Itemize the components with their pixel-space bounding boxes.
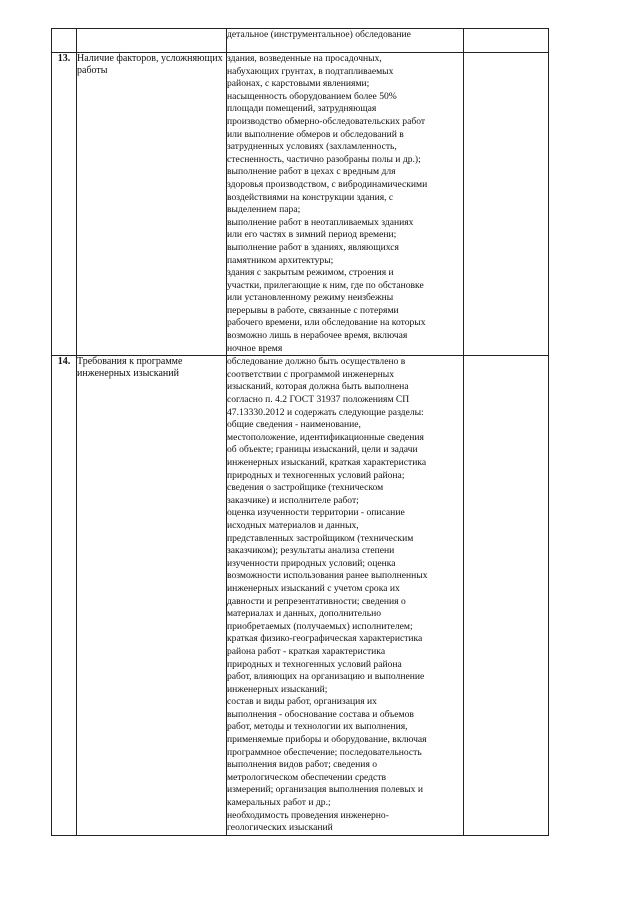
description-line: выполнение работ в неотапливаемых зданиях — [227, 216, 414, 228]
description-line: изученности природных условий; оценка — [227, 557, 396, 569]
row-number: 14. — [52, 356, 77, 836]
description-line: набухающих грунтах, в подтапливаемых — [227, 65, 394, 77]
description-line: памятником архитектуры; — [227, 254, 334, 266]
description-line: камеральных работ и др.; — [227, 797, 331, 809]
table-body — [52, 29, 549, 836]
description-line: или выполнение обмеров и обследований в — [227, 128, 404, 140]
description-line: выполнение работ в зданиях, являющихся — [227, 241, 399, 253]
description-line: возможно лишь в нерабочее время, включая — [227, 330, 408, 342]
description-line: общие сведения - наименование, — [227, 419, 361, 431]
description-line: представленных застройщиком (техническим — [227, 532, 414, 544]
row-number — [52, 29, 77, 53]
description-line: инженерных изысканий с учетом срока их — [227, 582, 400, 594]
description-line: инженерных изысканий; — [227, 683, 328, 695]
description-line: или его частях в зимний период времени; — [227, 229, 397, 241]
description-line: насыщенность оборудованием более 50% — [227, 90, 397, 102]
description-line: давности и репрезентативности; сведения о — [227, 595, 406, 607]
description-line: возможности использования ранее выполненных — [227, 570, 428, 582]
description-line: согласно п. 4.2 ГОСТ 31937 положениям СП — [227, 394, 410, 406]
description-line: затрудненных условиях (захламленность, — [227, 141, 397, 153]
description-line: исходных материалов и данных, — [227, 519, 359, 531]
description-line: стесненность, частично разобраны полы и др.); — [227, 153, 421, 165]
table-row — [52, 356, 549, 836]
description-line: состав и виды работ, организация их — [227, 696, 377, 708]
description-line: выполнение работ в цехах с вредным для — [227, 166, 396, 178]
description-line: работ, методы и технологии их выполнения, — [227, 721, 408, 733]
row-number: 13. — [52, 53, 77, 356]
description-line: геологических изысканий — [227, 822, 333, 834]
table-row — [52, 53, 549, 356]
description-line: применяемые приборы и оборудование, включая — [227, 734, 427, 746]
description-line: необходимость проведения инженерно- — [227, 809, 389, 821]
description-line: перерывы в работе, связанные с потерями — [227, 304, 399, 316]
description-line: сведения о застройщике (техническом — [227, 482, 384, 494]
row-description — [227, 356, 464, 836]
description-line: площади помещений, затрудняющая — [227, 103, 377, 115]
description-line: районах, с карстовыми явлениями; — [227, 78, 370, 90]
description-line: инженерных изысканий, краткая характеристика — [227, 457, 427, 468]
description-line: рабочего времени, или обследование на которых — [227, 317, 426, 329]
description-line: района работ - краткая характеристика — [227, 645, 386, 657]
row-label — [77, 29, 227, 53]
description-line: обследование должно быть осуществлено в — [227, 356, 406, 368]
description-line: программное обеспечение; последовательность — [227, 746, 422, 758]
description-line: изысканий, которая должна быть выполнена — [227, 381, 409, 393]
row-note — [464, 53, 549, 356]
table-row — [52, 29, 549, 53]
description-line: участки, прилегающие к ним, где по обстановке — [227, 279, 424, 291]
description-line: или установленному режиму неизбежны — [227, 292, 394, 304]
row-description — [227, 29, 464, 53]
description-line: метрологическом обеспечении средств — [227, 771, 386, 783]
description-line: детальное (инструментальное) обследование — [227, 29, 411, 40]
description-line: местоположение, идентификационные сведения — [227, 431, 424, 443]
description-line: измерений; организация выполнения полевых и — [227, 784, 424, 796]
specification-table — [51, 28, 549, 836]
description-line: воздействиями на конструкции здания, с — [227, 191, 394, 203]
description-line: выполнения - обоснование состава и объемов — [227, 708, 414, 720]
description-line: ночное время — [227, 342, 283, 354]
row-description — [227, 53, 464, 356]
description-line: заказчике) и исполнителе работ; — [227, 494, 359, 506]
description-line: производство обмерно-обследовательских работ — [227, 115, 426, 127]
description-line: природных и техногенных условий района — [227, 658, 402, 670]
description-line: выполнения видов работ; сведения о — [227, 759, 378, 771]
description-line: 47.13330.2012 и содержать следующие разделы: — [227, 406, 424, 418]
description-line: приобретаемых (получаемых) исполнителем; — [227, 620, 413, 632]
row-label: Наличие факторов, усложняющих работы — [77, 53, 227, 356]
description-line: природных и техногенных условий района; — [227, 469, 405, 481]
description-line: здоровья производством, с вибродинамическими — [227, 178, 428, 190]
description-line: об объекте; границы изысканий, цели и задачи — [227, 444, 418, 456]
row-label: Требования к программе инженерных изысканий — [77, 356, 227, 836]
description-line: краткая физико-географическая характеристика — [227, 633, 423, 645]
description-line: выделением пара; — [227, 204, 301, 216]
description-line: работ, влияющих на организацию и выполнение — [227, 671, 425, 683]
description-line: заказчиком); результаты анализа степени — [227, 545, 395, 557]
description-line: материалах и данных, дополнительно — [227, 608, 382, 620]
row-note — [464, 29, 549, 53]
description-line: здания с закрытым режимом, строения и — [227, 267, 394, 279]
description-line: здания, возведенные на просадочных, — [227, 53, 382, 64]
description-line: соответствии с программой инженерных — [227, 368, 395, 380]
description-line: оценка изученности территории - описание — [227, 507, 405, 519]
row-note — [464, 356, 549, 836]
